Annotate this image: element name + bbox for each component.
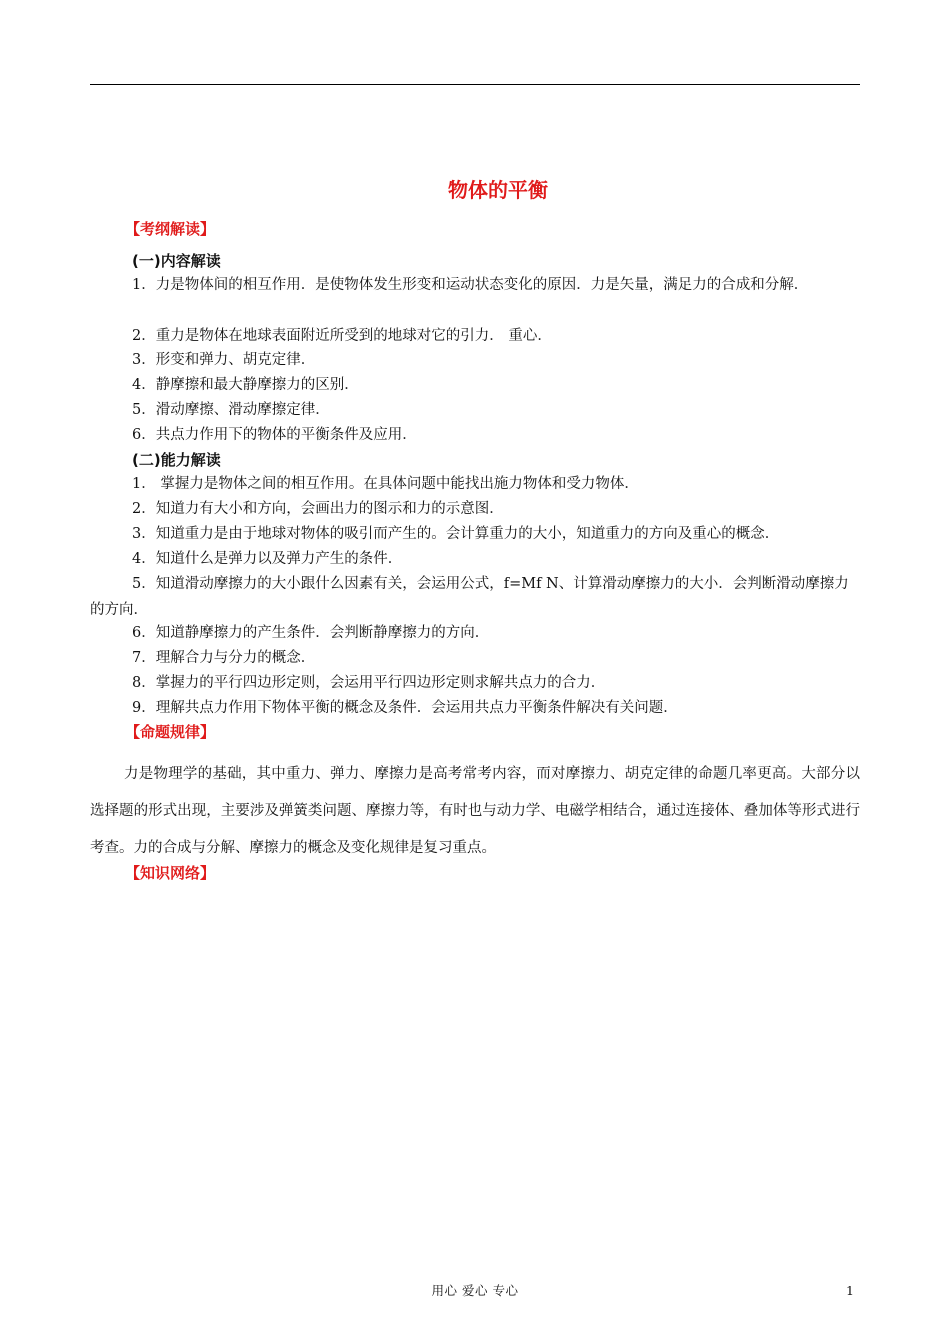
content-item-3: 3．形变和弹力、胡克定律． <box>132 352 316 368</box>
content-item-1: 1．力是物体间的相互作用．是使物体发生形变和运动状态变化的原因．力是矢量，满足力的合成和分解． <box>132 277 809 293</box>
network-heading: 【知识网络】 <box>125 864 216 882</box>
content-item-2: 2．重力是物体在地球表面附近所受到的地球对它的引力． 重心． <box>132 328 552 344</box>
content-item-5: 5．滑动摩擦、滑动摩擦定律． <box>132 402 330 418</box>
content-item-6: 6．共点力作用下的物体的平衡条件及应用． <box>132 427 417 443</box>
syllabus-heading: 【考纲解读】 <box>125 220 216 238</box>
ability-item-7: 7．理解合力与分力的概念． <box>132 650 316 666</box>
ability-item-6: 6．知道静摩擦力的产生条件．会判断静摩擦力的方向． <box>132 625 490 641</box>
header-rule <box>90 84 860 85</box>
page-number: 1 <box>846 1283 854 1298</box>
ability-item-9: 9．理解共点力作用下物体平衡的概念及条件．会运用共点力平衡条件解决有关问题． <box>132 700 678 716</box>
footer-motto: 用心 爱心 专心 <box>431 1283 519 1298</box>
ability-item-2: 2．知道力有大小和方向，会画出力的图示和力的示意图． <box>132 501 504 517</box>
pattern-heading: 【命题规律】 <box>125 723 216 741</box>
document-title: 物体的平衡 <box>448 178 548 202</box>
pattern-paragraph: 力是物理学的基础，其中重力、弹力、摩擦力是高考常考内容，而对摩擦力、胡克定律的命题几率更高。大部分以选择题的形式出现，主要涉及弹簧类问题、摩擦力等，有时也与动力学、电磁学相结合，通过连接体、叠加体等形式进行考查。力的合成与分解、摩擦力的概念及变化规律是复习重点。 <box>90 766 860 856</box>
ability-item-4: 4．知道什么是弹力以及弹力产生的条件． <box>132 551 403 567</box>
ability-item-3: 3．知道重力是由于地球对物体的吸引而产生的。会计算重力的大小，知道重力的方向及重心的概念． <box>132 526 780 542</box>
ability-item-8: 8．掌握力的平行四边形定则，会运用平行四边形定则求解共点力的合力． <box>132 675 606 691</box>
content-subheading: (一)内容解读 <box>132 252 221 270</box>
ability-item-5: 5．知道滑动摩擦力的大小跟什么因素有关，会运用公式，f=Μf N、计算滑动摩擦力的大小．会判断滑动摩擦力的方向． <box>90 576 849 618</box>
ability-subheading: (二)能力解读 <box>132 451 221 469</box>
content-item-4: 4．静摩擦和最大静摩擦力的区别． <box>132 377 359 393</box>
ability-item-1: 1． 掌握力是物体之间的相互作用。在具体问题中能找出施力物体和受力物体． <box>132 476 639 492</box>
